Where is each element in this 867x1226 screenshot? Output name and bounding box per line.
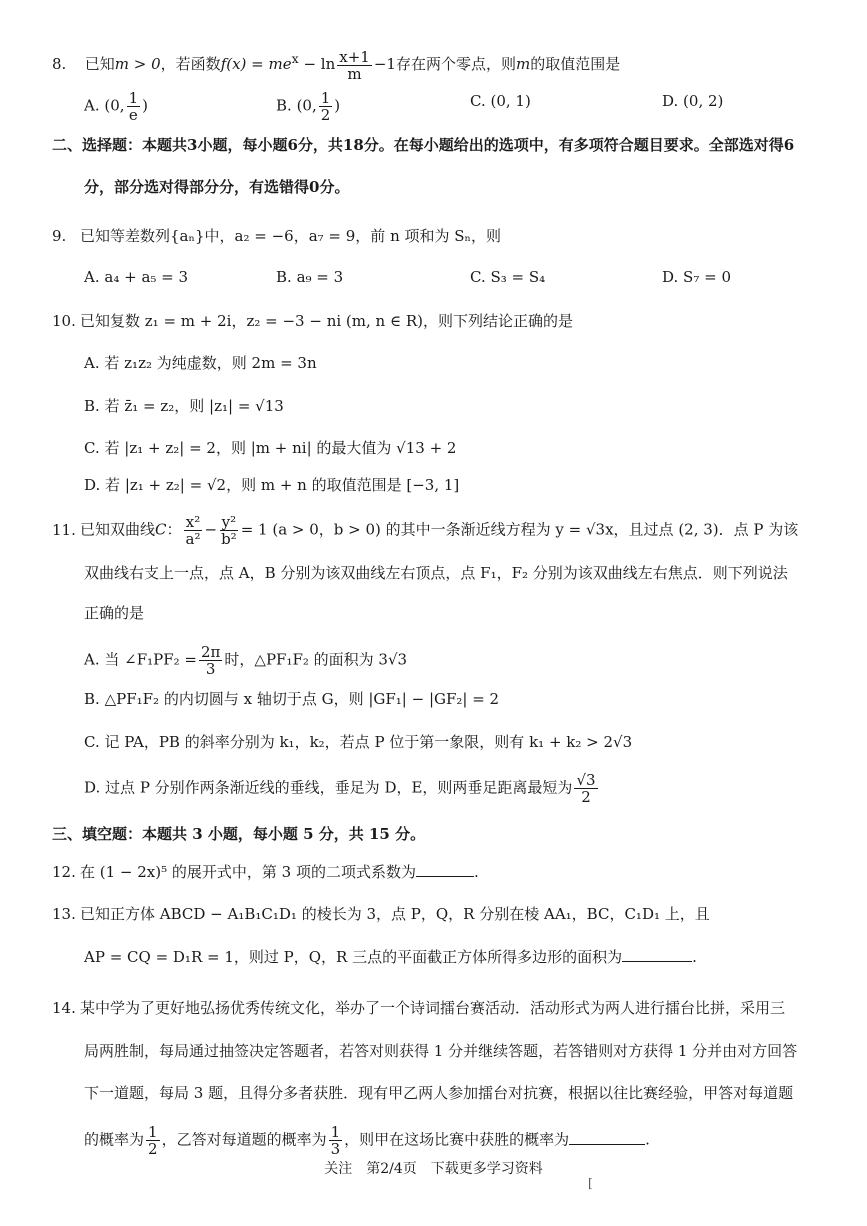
q10-option-a: A. 若 z₁z₂ 为纯虚数，则 2m = 3n (84, 354, 317, 372)
q9-option-c: C. S₃ = S₄ (470, 268, 546, 286)
answer-blank (622, 947, 692, 962)
q9-option-d: D. S₇ = 0 (662, 268, 731, 286)
q11-option-b: B. △PF₁F₂ 的内切圆与 x 轴切于点 G，则 |GF₁| − |GF₂| = 2 (84, 690, 500, 708)
question-14: 14. 某中学为了更好地弘扬优秀传统文化，举办了一个诗词擂台赛活动．活动形式为两人进行擂台比拼，采用三 (52, 999, 786, 1017)
section-3-heading: 三、填空题：本题共 3 小题，每小题 5 分，共 15 分。 (52, 825, 426, 843)
q8-option-d: D. (0, 2) (662, 92, 724, 110)
question-8: 8. 已知m > 0，若函数$f(x) = me^x - \ln$ $\frac{x+1}{m}$ −1存在两个零点，则m的取值范围是 (52, 47, 621, 83)
section-2-heading: 二、选择题：本题共3小题，每小题6分，共18分。在每小题给出的选项中，有多项符合题目要求。全部选对得6 (52, 136, 795, 154)
answer-blank (569, 1130, 645, 1145)
question-14-line2: 局两胜制，每局通过抽签决定答题者，若答对则获得 1 分并继续答题，若答错则对方获得 1 分并由对方回答 (84, 1042, 798, 1060)
q10-option-b: B. 若 z̄₁ = z₂，则 |z₁| = √13 (84, 397, 284, 415)
corner-mark: [ (588, 1176, 593, 1190)
page-footer: 关注 第2/4页 下载更多学习资料 (324, 1161, 543, 1177)
q10-option-c: C. 若 |z₁ + z₂| = 2，则 |m + ni| 的最大值为 √13 + 2 (84, 439, 457, 457)
question-number: 8. (52, 55, 67, 73)
question-13: 13. 已知正方体 ABCD − A₁B₁C₁D₁ 的棱长为 3，点 P，Q，R 分别在棱 AA₁，BC，C₁D₁ 上，且 (52, 905, 710, 923)
question-9: 9. 已知等差数列{aₙ}中，a₂ = −6，a₇ = 9，前 n 项和为 Sₙ，则 (52, 227, 502, 245)
question-11-line2: 双曲线右支上一点，点 A，B 分别为该双曲线左右顶点，点 F₁，F₂ 分别为该双曲线左右焦点．则下列说法 (84, 564, 788, 582)
q9-option-a: A. a₄ + a₅ = 3 (84, 268, 189, 286)
question-11: 11. 已知双曲线C： $\frac{\text{x²}}{\text{a²}}$ − $\frac{\text{y²}}{\text{b²}}$ = 1 (a > 0，b > 0) 的其中一条渐近线方程为 y = √3x，且过点 (2, 3)．点 P 为该 (52, 513, 799, 548)
q9-option-b: B. a₉ = 3 (276, 268, 344, 286)
answer-blank (416, 862, 474, 877)
q8-option-c: C. (0, 1) (470, 92, 531, 110)
fraction: $\frac{x+1}{m}$ (339, 47, 370, 83)
q8-option-b: B. (0, $\frac{1}{2}$ ) (276, 89, 341, 124)
q10-option-d: D. 若 |z₁ + z₂| = √2，则 m + n 的取值范围是 [−3, 1] (84, 476, 460, 494)
q11-option-a: A. 当 ∠F₁PF₂ = $\frac{2\pi}{3}$ 时，△PF₁F₂ 的面积为 3√3 (84, 643, 408, 678)
question-12: 12. 在 (1 − 2x)⁵ 的展开式中，第 3 项的二项式系数为 . (52, 863, 479, 881)
question-13-line2: AP = CQ = D₁R = 1，则过 P，Q，R 三点的平面截正方体所得多边形的面积为 . (84, 948, 697, 966)
q8-option-a: A. (0, $\frac{1}{e}$ ) (84, 89, 148, 124)
question-14-line4: 的概率为 $\frac{1}{2}$ ，乙答对每道题的概率为 $\frac{1}{3}$ ，则甲在这场比赛中获胜的概率为 . (84, 1123, 650, 1158)
q11-option-c: C. 记 PA，PB 的斜率分别为 k₁，k₂，若点 P 位于第一象限，则有 k₁ + k₂ > 2√3 (84, 733, 633, 751)
section-2-heading-cont: 分，部分选对得部分分，有选错得0分。 (84, 178, 350, 196)
question-14-line3: 下一道题，每局 3 题，且得分多者获胜．现有甲乙两人参加擂台对抗赛，根据以往比赛经验，甲答对每道题 (84, 1084, 794, 1102)
question-10: 10. 已知复数 z₁ = m + 2i，z₂ = −3 − ni (m, n ∈ R)，则下列结论正确的是 (52, 312, 573, 330)
question-11-line3: 正确的是 (84, 604, 145, 622)
q11-option-d: D. 过点 P 分别作两条渐近线的垂线，垂足为 D，E，则两垂足距离最短为 $\frac{√3}{2}$ (84, 771, 596, 806)
